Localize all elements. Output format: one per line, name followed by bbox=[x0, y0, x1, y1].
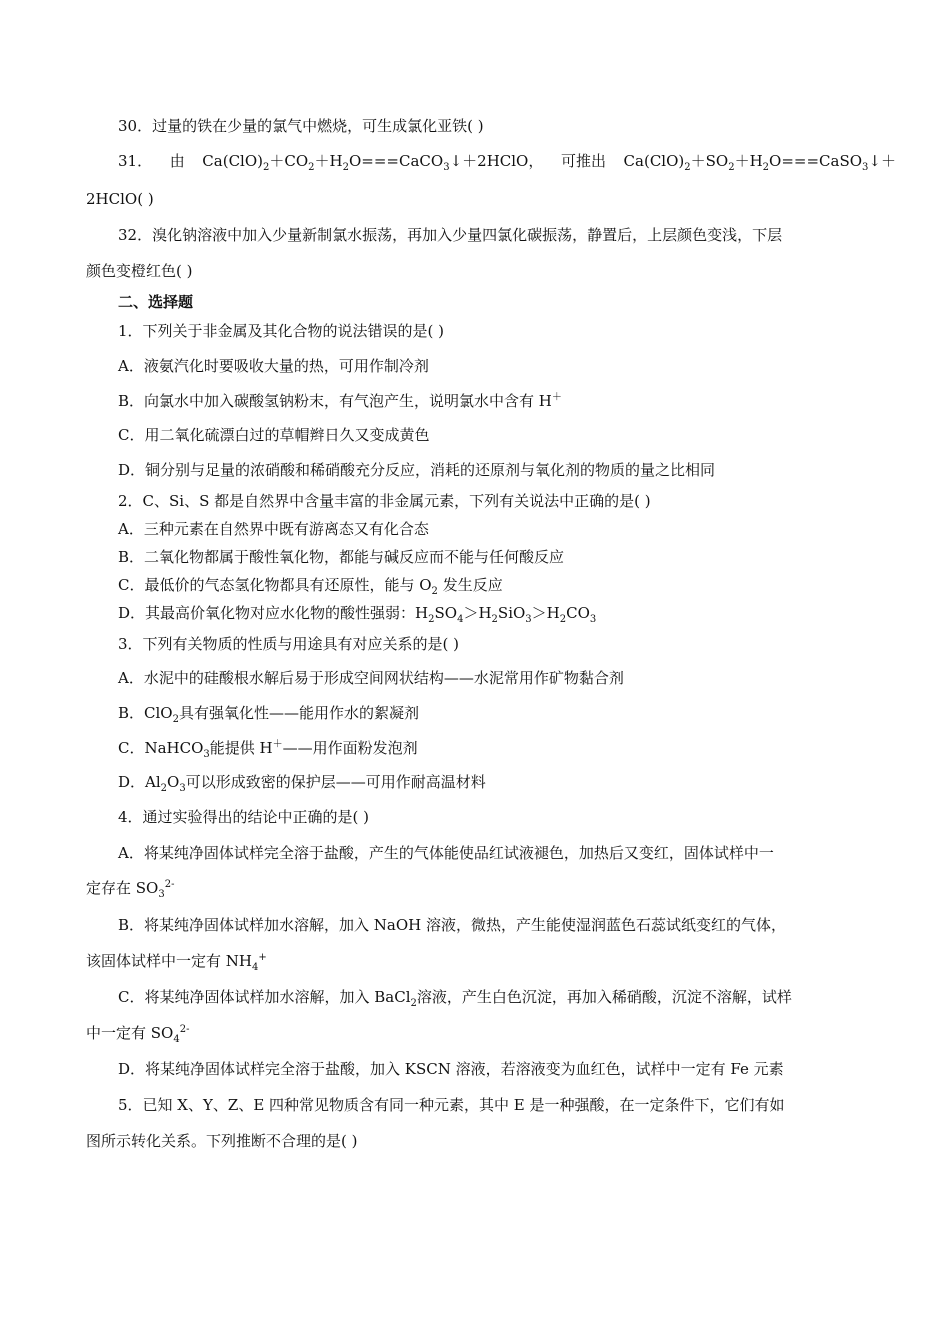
mc4-stem: 4．通过实验得出的结论中正确的是( ) bbox=[118, 808, 370, 826]
mc4-option-a-line1: A．将某纯净固体试样完全溶于盐酸，产生的气体能使品红试液褪色，加热后又变红，固体试样中一 bbox=[118, 844, 774, 862]
q31-word-infer: 可推出 bbox=[560, 152, 606, 170]
mc1-option-d: D．铜分别与足量的浓硝酸和稀硝酸充分反应，消耗的还原剂与氧化剂的物质的量之比相同 bbox=[118, 461, 716, 479]
section-heading-choice: 二、选择题 bbox=[118, 293, 194, 311]
question-32-line2: 颜色变橙红色( ) bbox=[86, 262, 193, 280]
mc3-option-c: C．NaHCO$_3$能提供 H＋——用作面粉发泡剂 bbox=[118, 739, 418, 760]
mc2-option-b: B．二氧化物都属于酸性氧化物，都能与碱反应而不能与任何酸反应 bbox=[118, 548, 565, 566]
mc1-option-b: B．向氯水中加入碳酸氢钠粉末，有气泡产生，说明氯水中含有 H＋ bbox=[118, 392, 562, 410]
question-30: 30．过量的铁在少量的氯气中燃烧，可生成氯化亚铁( ) bbox=[118, 117, 484, 135]
question-32-line1: 32．溴化钠溶液中加入少量新制氯水振荡，再加入少量四氯化碳振荡，静置后，上层颜色变浅，下层 bbox=[118, 226, 783, 244]
mc4-option-a-line2: 定存在 $SO_3^{2-}$ bbox=[86, 879, 175, 900]
mc2-option-c: C．最低价的气态氢化物都具有还原性，能与 $O_2$ 发生反应 bbox=[118, 576, 503, 597]
mc3-option-d: D．$Al_2O_3$可以形成致密的保护层——可用作耐高温材料 bbox=[118, 773, 486, 794]
mc4-option-b-line2: 该固体试样中一定有 $NH_4^+$ bbox=[86, 952, 267, 973]
mc2-stem: 2．C、Si、S 都是自然界中含量丰富的非金属元素，下列有关说法中正确的是( ) bbox=[118, 492, 651, 510]
mc4-option-c-line2: 中一定有 $SO_4^{2-}$ bbox=[86, 1024, 190, 1045]
mc2-option-a: A．三种元素在自然界中既有游离态又有化合态 bbox=[118, 520, 429, 538]
question-31-line1 bbox=[118, 151, 896, 171]
mc1-option-a: A．液氨汽化时要吸收大量的热，可用作制冷剂 bbox=[118, 357, 429, 375]
mc5-stem-line2: 图所示转化关系。下列推断不合理的是( ) bbox=[86, 1132, 358, 1150]
q31-equation-2: $Ca(ClO)_2+SO_2+H_2O===CaSO_3↓+$ bbox=[623, 152, 896, 173]
mc1-option-c: C．用二氧化硫漂白过的草帽辫日久又变成黄色 bbox=[118, 426, 430, 444]
q31-word-you: 由 bbox=[169, 152, 185, 170]
mc5-stem-line1: 5．已知 X、Y、Z、E 四种常见物质含有同一种元素，其中 E 是一种强酸，在一定条件下，它们有如 bbox=[118, 1096, 785, 1114]
mc3-option-a: A．水泥中的硅酸根水解后易于形成空间网状结构——水泥常用作矿物黏合剂 bbox=[118, 669, 624, 687]
q31-equation-1: $Ca(ClO)_2+CO_2+H_2O===CaCO_3↓+2HClO$， bbox=[202, 152, 544, 173]
mc2-option-d: D．其最高价氧化物对应水化物的酸性强弱：$H_2SO_4>H_2SiO_3>H_2CO_3$ bbox=[118, 604, 597, 625]
mc4-option-d: D．将某纯净固体试样完全溶于盐酸，加入 KSCN 溶液，若溶液变为血红色，试样中一定有 Fe 元素 bbox=[118, 1060, 784, 1078]
mc1-stem: 1．下列关于非金属及其化合物的说法错误的是( ) bbox=[118, 322, 445, 340]
mc4-option-b-line1: B．将某纯净固体试样加水溶解，加入 NaOH 溶液，微热，产生能使湿润蓝色石蕊试纸变红的气体， bbox=[118, 916, 787, 934]
mc3-stem: 3．下列有关物质的性质与用途具有对应关系的是( ) bbox=[118, 635, 460, 653]
q31-number: 31． bbox=[118, 152, 153, 170]
mc3-option-b: B．ClO$_2$具有强氧化性——能用作水的絮凝剂 bbox=[118, 704, 419, 725]
question-31-line2: 2HClO( ) bbox=[86, 190, 154, 208]
mc4-option-c-line1: C．将某纯净固体试样加水溶解，加入 BaCl$_2$溶液，产生白色沉淀，再加入稀硝酸，沉淀不溶解，试样 bbox=[118, 988, 792, 1009]
